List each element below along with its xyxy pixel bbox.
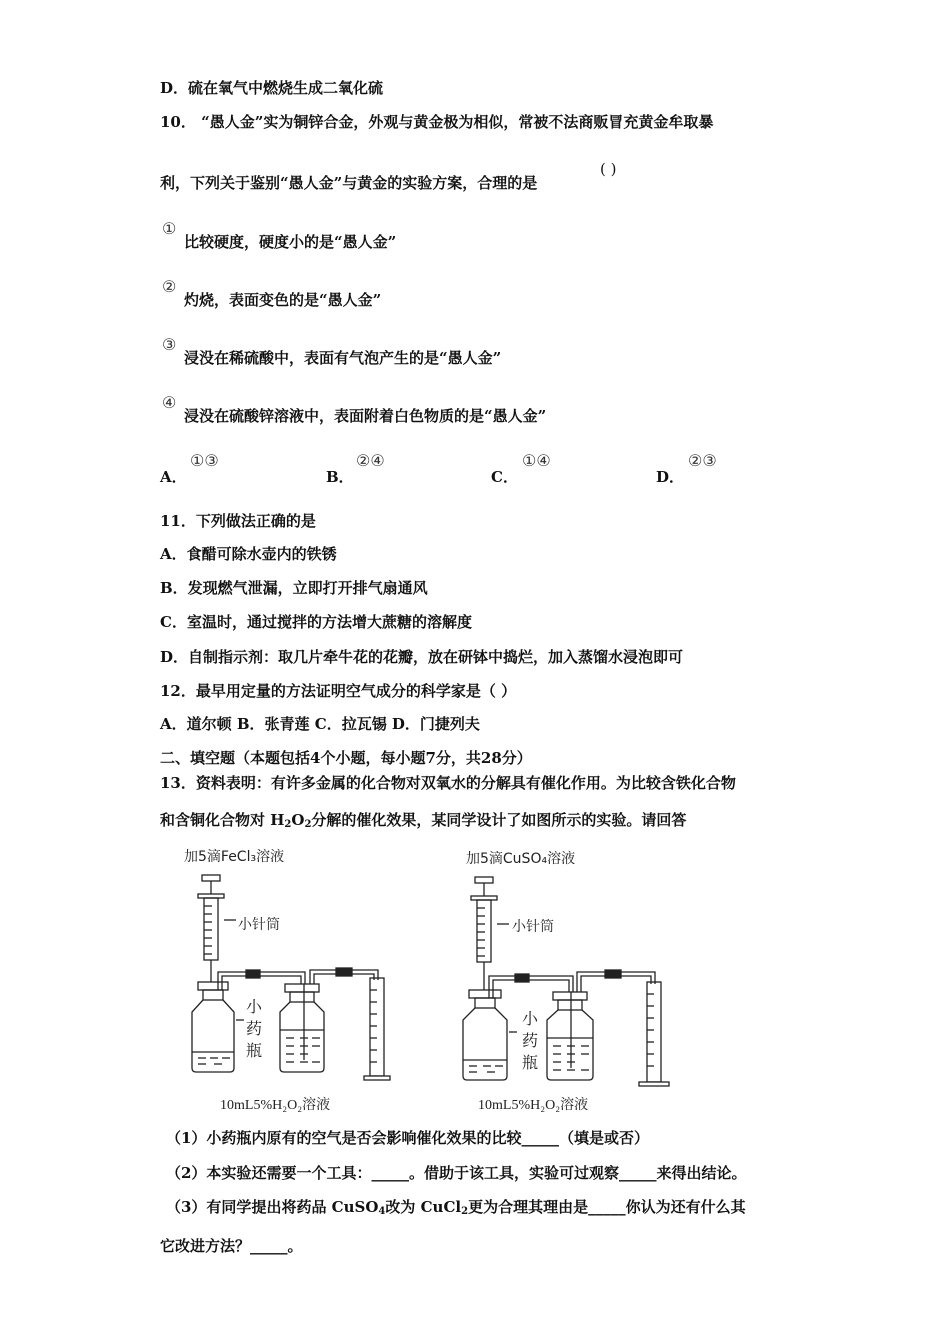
q10-item1-text: 比较硬度，硬度小的是“愚人金”: [184, 233, 397, 251]
figure-left-syringe-label: 小针筒: [238, 917, 280, 933]
q9-option-d: D．硫在氧气中燃烧生成二氧化硫: [160, 79, 384, 97]
q10-option-d-label: D．: [656, 468, 685, 486]
figure-right-reagent-label: 加5滴CuSO₄溶液: [466, 851, 576, 867]
figure-right-bottle-label-2: 药: [522, 1031, 539, 1050]
q13-stem-line2: 和含铜化合物对 $H_2O_2$分解的催化效果，某同学设计了如图所示的实验。请回答: [160, 811, 687, 830]
q11-option-a: A．食醋可除水壶内的铁锈: [160, 545, 337, 563]
figure-left-apparatus: [180, 870, 410, 1090]
figure-left-reagent-label: 加5滴FeCl₃溶液: [184, 849, 285, 865]
q11-stem: 11．下列做法正确的是: [160, 512, 316, 530]
q13-sub1: （1）小药瓶内原有的空气是否会影响催化效果的比较_____（填是或否）: [166, 1129, 649, 1147]
figure-left-caption: 10mL5%H₂O₂溶液: [220, 1098, 331, 1113]
q13-sub2: （2）本实验还需要一个工具：_____。借助于该工具，实验可过观察_____来得出结论。: [166, 1164, 747, 1182]
q10-item4-text: 浸没在硫酸锌溶液中，表面附着白色物质的是“愚人金”: [184, 407, 547, 425]
q10-answer-paren: ( ): [600, 160, 617, 178]
section2-heading: 二、填空题（本题包括4个小题，每小题7分，共28分）: [160, 749, 532, 767]
figure-right-syringe-label: 小针筒: [512, 919, 554, 935]
q12-stem: 12．最早用定量的方法证明空气成分的科学家是（ ）: [160, 682, 517, 700]
q11-option-c: C．室温时，通过搅拌的方法增大蔗糖的溶解度: [160, 613, 472, 631]
figure-right-bottle-label-3: 瓶: [522, 1053, 539, 1072]
q10-item3-number: ③: [162, 335, 177, 354]
q10-option-c-value: ①④: [522, 451, 551, 470]
figure-right-caption: 10mL5%H₂O₂溶液: [478, 1098, 589, 1113]
q10-option-c-label: C．: [491, 468, 518, 486]
figure-right-bottle-label-1: 小: [522, 1009, 539, 1028]
q10-item2-number: ②: [162, 277, 177, 296]
q10-stem-line1: 10． “愚人金”实为铜锌合金，外观与黄金极为相似，常被不法商贩冒充黄金牟取暴: [160, 113, 714, 131]
q10-option-b-label: B．: [326, 468, 354, 486]
q11-option-b: B．发现燃气泄漏，立即打开排气扇通风: [160, 579, 428, 597]
figure-right-apparatus: [455, 872, 690, 1092]
q10-option-b-value: ②④: [356, 451, 385, 470]
q10-stem-line2: 利，下列关于鉴别“愚人金”与黄金的实验方案，合理的是: [160, 174, 538, 192]
figure-left-bottle-label-2: 药: [246, 1019, 263, 1038]
q10-option-a-value: ①③: [190, 451, 219, 470]
q10-option-a-label: A．: [160, 468, 187, 486]
q12-options: A．道尔顿 B．张青莲 C．拉瓦锡 D．门捷列夫: [160, 715, 480, 733]
q13-stem-line1: 13．资料表明：有许多金属的化合物对双氧水的分解具有催化作用。为比较含铁化合物: [160, 774, 736, 792]
q13-sub3-line1: （3）有同学提出将药品 CuSO$_4$改为 CuCl$_2$更为合理其理由是_____你认为还有什么其: [166, 1198, 746, 1217]
figure-left-bottle-label-1: 小: [246, 997, 263, 1016]
q10-item4-number: ④: [162, 393, 177, 412]
q10-item1-number: ①: [162, 219, 177, 238]
figure-left-bottle-label-3: 瓶: [246, 1041, 263, 1060]
q13-sub3-line2: 它改进方法？_____。: [160, 1237, 303, 1255]
q10-item2-text: 灼烧，表面变色的是“愚人金”: [184, 291, 382, 309]
q10-item3-text: 浸没在稀硫酸中，表面有气泡产生的是“愚人金”: [184, 349, 502, 367]
q10-option-d-value: ②③: [688, 451, 717, 470]
q11-option-d: D．自制指示剂：取几片牵牛花的花瓣，放在研钵中捣烂，加入蒸馏水浸泡即可: [160, 648, 684, 666]
